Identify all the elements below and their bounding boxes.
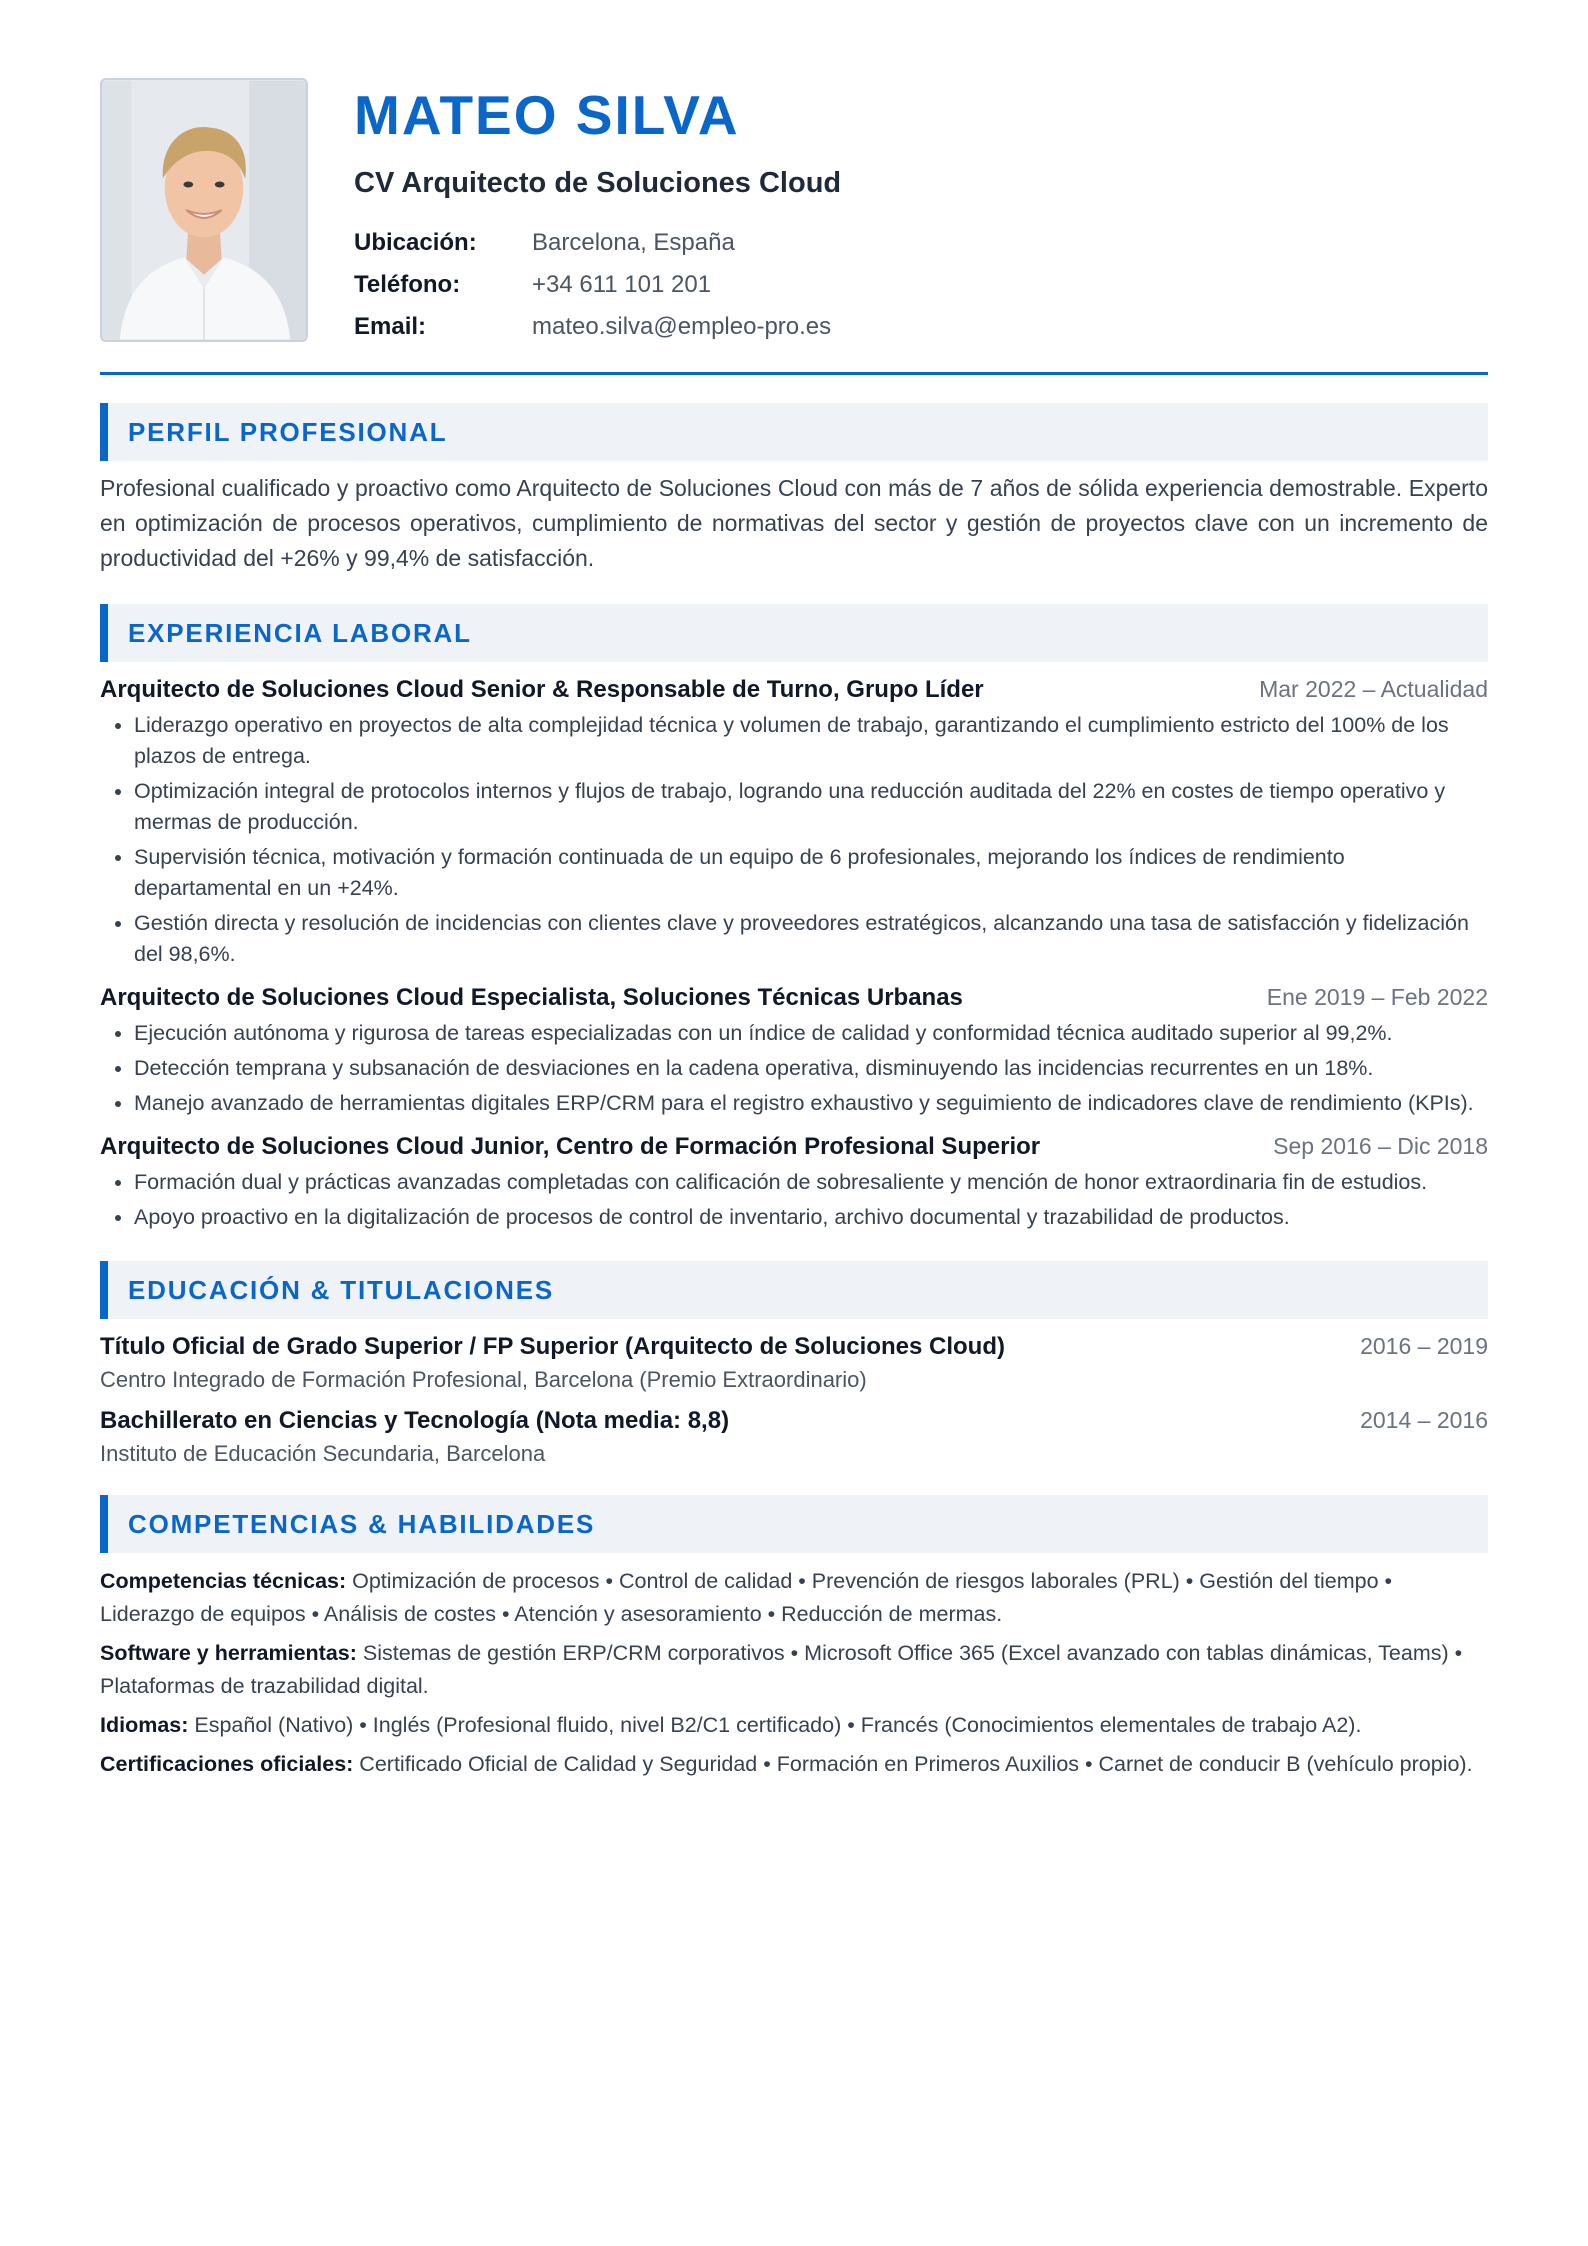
skill-label: Idiomas: xyxy=(100,1713,189,1737)
resume-header xyxy=(100,78,1488,375)
contact-phone xyxy=(354,264,841,306)
contact-value: mateo.silva@empleo-pro.es xyxy=(532,313,832,340)
skill-text: Sistemas de gestión ERP/CRM corporativos • Microsoft Office 365 (Excel avanzado con tablas dinámicas, Teams) • Plataformas de trazabilidad digital. xyxy=(100,1641,1463,1698)
contact-value: Barcelona, España xyxy=(532,229,735,256)
job-date: Mar 2022 – Actualidad xyxy=(1259,676,1488,702)
institution: Instituto de Educación Secundaria, Barcelona xyxy=(100,1441,546,1466)
job-bullets xyxy=(100,1167,1488,1233)
education-section xyxy=(100,1261,1488,1467)
skill-text: Certificado Oficial de Calidad y Seguridad • Formación en Primeros Auxilios • Carnet de conducir B (vehículo propio). xyxy=(353,1752,1473,1776)
header-info xyxy=(354,78,841,348)
contact-email xyxy=(354,306,841,348)
job-bullets xyxy=(100,1018,1488,1119)
job-title: Arquitecto de Soluciones Cloud Senior & Responsable de Turno, Grupo Líder xyxy=(100,676,984,703)
skill-label: Certificaciones oficiales: xyxy=(100,1752,354,1776)
degree-title: Bachillerato en Ciencias y Tecnología (Nota media: 8,8) xyxy=(100,1407,730,1434)
job-entry xyxy=(100,984,1488,1119)
profile-section xyxy=(100,403,1488,576)
job-entry xyxy=(100,676,1488,970)
institution: Centro Integrado de Formación Profesional, Barcelona (Premio Extraordinario) xyxy=(100,1367,867,1392)
skill-line xyxy=(100,1637,1488,1703)
job-title: Arquitecto de Soluciones Cloud Especialista, Soluciones Técnicas Urbanas xyxy=(100,984,963,1011)
cv-subtitle: CV Arquitecto de Soluciones Cloud xyxy=(354,167,842,199)
job-bullet: • Manejo avanzado de herramientas digitales ERP/CRM para el registro exhaustivo y seguimiento de indicadores clave de rendimiento (KPIs). xyxy=(134,1088,1488,1119)
job-bullet: • Ejecución autónoma y rigurosa de tareas especializadas con un índice de calidad y conformidad técnica auditado superior al 99,2%. xyxy=(134,1018,1488,1049)
skills-section xyxy=(100,1495,1488,1781)
contact-label: Teléfono: xyxy=(354,271,461,298)
contact-location xyxy=(354,222,841,264)
job-bullets xyxy=(100,710,1488,970)
contact-value: +34 611 101 201 xyxy=(532,271,712,298)
education-header xyxy=(100,1407,1488,1435)
degree-date: 2016 – 2019 xyxy=(1360,1333,1488,1359)
contact-block xyxy=(354,222,841,348)
section-title: COMPETENCIAS & HABILIDADES xyxy=(100,1495,1488,1553)
job-header xyxy=(100,984,1488,1012)
contact-label: Ubicación: xyxy=(354,229,477,256)
contact-label: Email: xyxy=(354,313,427,340)
job-bullet: • Gestión directa y resolución de incidencias con clientes clave y proveedores estratégicos, alcanzando una tasa de satisfacción y fidelización del 98,6%. xyxy=(134,908,1488,970)
job-bullet: • Apoyo proactivo en la digitalización de procesos de control de inventario, archivo documental y trazabilidad de productos. xyxy=(134,1202,1488,1233)
education-header xyxy=(100,1333,1488,1361)
job-bullet: • Detección temprana y subsanación de desviaciones en la cadena operativa, disminuyendo las incidencias recurrentes en un 18%. xyxy=(134,1053,1488,1084)
experience-section xyxy=(100,604,1488,1233)
education-entry xyxy=(100,1407,1488,1467)
job-entry xyxy=(100,1133,1488,1233)
candidate-name: MATEO SILVA xyxy=(354,84,740,146)
skill-line xyxy=(100,1748,1488,1781)
section-title: PERFIL PROFESIONAL xyxy=(100,403,1488,461)
job-header xyxy=(100,1133,1488,1161)
skill-text: Español (Nativo) • Inglés (Profesional fluido, nivel B2/C1 certificado) • Francés (Conocimientos elementales de trabajo A2). xyxy=(188,1713,1362,1737)
skill-text: Optimización de procesos • Control de calidad • Prevención de riesgos laborales (PRL) • Gestión del tiempo • Liderazgo de equipos • Análisis de costes • Atención y asesoramiento • Reducción de mermas. xyxy=(100,1569,1393,1626)
profile-text: Profesional cualificado y proactivo como Arquitecto de Soluciones Cloud con más de 7 años de sólida experiencia demostrable. Experto en optimización de procesos operativos, cumplimiento de normativas del sector y gestión de proyectos clave con un incremento de productividad del +26% y 99,4% de satisfacción. xyxy=(100,475,1488,571)
skill-line xyxy=(100,1709,1488,1742)
section-title: EDUCACIÓN & TITULACIONES xyxy=(100,1261,1488,1319)
skill-label: Software y herramientas: xyxy=(100,1641,357,1665)
education-entry xyxy=(100,1333,1488,1393)
job-header xyxy=(100,676,1488,704)
job-bullet: • Formación dual y prácticas avanzadas completadas con calificación de sobresaliente y mención de honor extraordinaria fin de estudios. xyxy=(134,1167,1488,1198)
job-bullet: • Supervisión técnica, motivación y formación continuada de un equipo de 6 profesionales, mejorando los índices de rendimiento departamental en un +24%. xyxy=(134,842,1488,904)
job-date: Sep 2016 – Dic 2018 xyxy=(1273,1133,1488,1159)
profile-photo xyxy=(100,78,308,342)
job-bullet: • Optimización integral de protocolos internos y flujos de trabajo, logrando una reducción auditada del 22% en costes de tiempo operativo y mermas de producción. xyxy=(134,776,1488,838)
job-date: Ene 2019 – Feb 2022 xyxy=(1266,984,1488,1010)
degree-title: Título Oficial de Grado Superior / FP Superior (Arquitecto de Soluciones Cloud) xyxy=(100,1333,1005,1360)
job-title: Arquitecto de Soluciones Cloud Junior, Centro de Formación Profesional Superior xyxy=(100,1133,1041,1160)
section-title: EXPERIENCIA LABORAL xyxy=(100,604,1488,662)
skill-label: Competencias técnicas: xyxy=(100,1569,347,1593)
degree-date: 2014 – 2016 xyxy=(1360,1407,1488,1433)
job-bullet: • Liderazgo operativo en proyectos de alta complejidad técnica y volumen de trabajo, garantizando el cumplimiento estricto del 100% de los plazos de entrega. xyxy=(134,710,1488,772)
skill-line xyxy=(100,1565,1488,1631)
